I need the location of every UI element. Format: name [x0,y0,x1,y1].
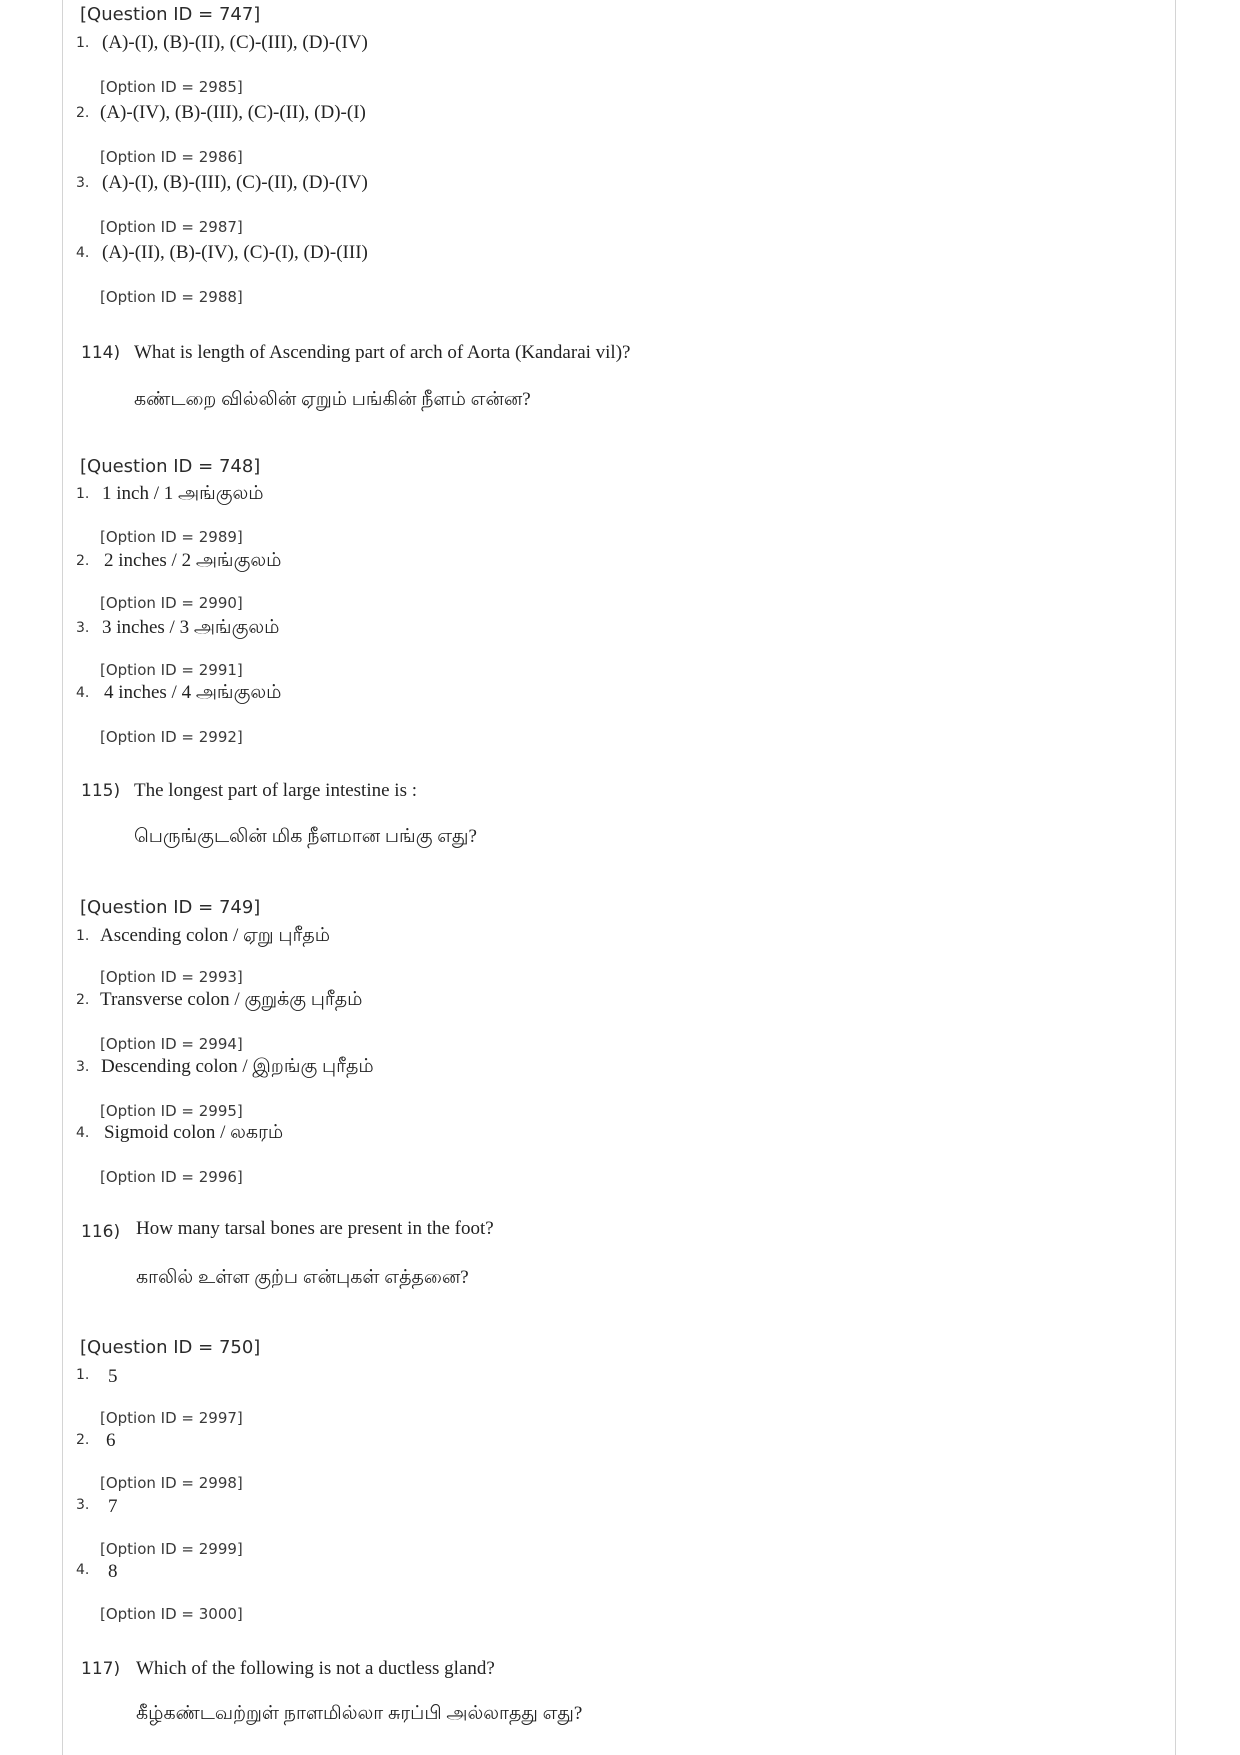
option-number: 4. [76,1562,90,1578]
option-text: 5 [108,1366,118,1387]
option-text: 8 [108,1561,118,1582]
option-number: 3. [76,620,90,636]
option-text: Descending colon / இறங்கு புரீதம் [101,1056,374,1077]
option-text: (A)-(I), (B)-(III), (C)-(II), (D)-(IV) [102,172,368,193]
question-id: [Question ID = 747] [80,4,261,25]
question-number: 115) [81,781,121,801]
option-number: 4. [76,685,90,701]
question-text-en: Which of the following is not a ductless gland? [136,1658,495,1679]
option-number: 4. [76,1125,90,1141]
option-id: [Option ID = 2990] [100,594,243,612]
option-number: 2. [76,553,90,569]
option-text: Ascending colon / ஏறு புரீதம் [100,925,331,946]
option-id: [Option ID = 2995] [100,1102,243,1120]
question-id: [Question ID = 749] [80,897,261,918]
question-text-ta: பெருங்குடலின் மிக நீளமான பங்கு எது? [134,826,477,847]
option-text: (A)-(II), (B)-(IV), (C)-(I), (D)-(III) [102,242,368,263]
question-text-ta: கீழ்கண்டவற்றுள் நாளமில்லா சுரப்பி அல்லாதது எது? [136,1703,583,1724]
question-number: 117) [81,1659,121,1679]
option-id: [Option ID = 2994] [100,1035,243,1053]
question-text-ta: காலில் உள்ள குற்ப என்புகள் எத்தனை? [136,1267,469,1288]
option-id: [Option ID = 2993] [100,968,243,986]
option-id: [Option ID = 2988] [100,288,243,306]
option-number: 3. [76,1497,90,1513]
option-number: 4. [76,245,90,261]
option-id: [Option ID = 2991] [100,661,243,679]
option-text: 6 [106,1430,116,1451]
option-id: [Option ID = 2989] [100,528,243,546]
option-text: 2 inches / 2 அங்குலம் [104,550,282,571]
question-text-en: What is length of Ascending part of arch of Aorta (Kandarai vil)? [134,342,631,363]
option-id: [Option ID = 2985] [100,78,243,96]
question-text-en: How many tarsal bones are present in the foot? [136,1218,494,1239]
option-text: 7 [108,1496,118,1517]
option-text: 4 inches / 4 அங்குலம் [104,682,282,703]
option-id: [Option ID = 2986] [100,148,243,166]
option-number: 3. [76,175,90,191]
option-text: Sigmoid colon / லகரம் [104,1122,284,1143]
question-text-ta: கண்டறை வில்லின் ஏறும் பங்கின் நீளம் என்ன? [134,389,531,410]
option-number: 1. [76,486,90,502]
option-id: [Option ID = 2996] [100,1168,243,1186]
question-number: 114) [81,343,121,363]
option-number: 2. [76,992,90,1008]
option-text: Transverse colon / குறுக்கு புரீதம் [100,989,363,1010]
option-id: [Option ID = 3000] [100,1605,243,1623]
option-text: 3 inches / 3 அங்குலம் [102,617,280,638]
question-id: [Question ID = 750] [80,1337,261,1358]
question-id: [Question ID = 748] [80,456,261,477]
option-number: 1. [76,928,90,944]
option-text: (A)-(IV), (B)-(III), (C)-(II), (D)-(I) [100,102,366,123]
option-id: [Option ID = 2987] [100,218,243,236]
question-number: 116) [81,1222,121,1242]
option-id: [Option ID = 2998] [100,1474,243,1492]
option-number: 1. [76,1367,90,1383]
option-id: [Option ID = 2992] [100,728,243,746]
option-number: 2. [76,105,90,121]
question-text-en: The longest part of large intestine is : [134,780,417,801]
option-number: 2. [76,1432,90,1448]
option-text: 1 inch / 1 அங்குலம் [102,483,264,504]
option-id: [Option ID = 2999] [100,1540,243,1558]
option-text: (A)-(I), (B)-(II), (C)-(III), (D)-(IV) [102,32,368,53]
option-number: 3. [76,1059,90,1075]
option-number: 1. [76,35,90,51]
option-id: [Option ID = 2997] [100,1409,243,1427]
